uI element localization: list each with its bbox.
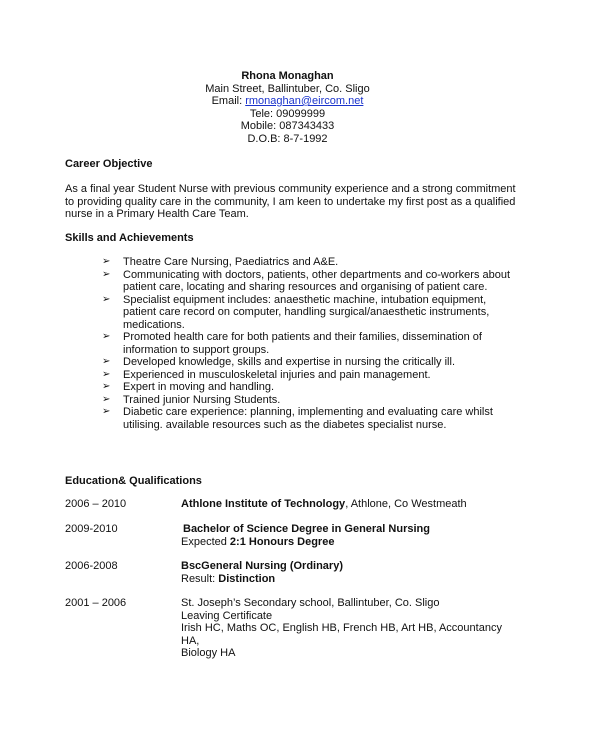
arrow-bullet-icon: ➢: [102, 393, 111, 405]
arrow-bullet-icon: ➢: [102, 331, 111, 342]
skill-line: Expert in moving and handling.: [123, 381, 275, 393]
skill-line: Experienced in musculoskeletal injuries and pain management.: [123, 368, 431, 381]
skill-item: [102, 331, 522, 356]
skills-list: [102, 256, 522, 431]
skills-heading: Skills and Achievements: [65, 232, 194, 244]
arrow-bullet-icon: ➢: [102, 268, 111, 280]
education-line: HA,: [181, 634, 200, 647]
contact-header: [0, 70, 575, 145]
arrow-bullet-icon: ➢: [102, 293, 111, 305]
applicant-name: Rhona Monaghan: [241, 70, 334, 82]
tele-line: Tele: 09099999: [249, 107, 326, 120]
result-label: Result:: [181, 572, 219, 585]
education-detail: [181, 560, 541, 585]
education-detail: [183, 523, 543, 536]
skill-line: Trained junior Nursing Students.: [123, 393, 281, 406]
education-line: St. Joseph’s Secondary school, Ballintuber, Co. Sligo: [181, 597, 440, 609]
career-line: nurse in a Primary Health Care Team.: [65, 208, 249, 220]
institution-name: Athlone Institute of Technology: [181, 498, 346, 510]
skill-line: patient care record on computer, handling surgical/anaesthetic instruments,: [123, 306, 490, 318]
address-line: Main Street, Ballintuber, Co. Sligo: [205, 82, 370, 95]
education-years: 2006 – 2010: [65, 498, 127, 510]
skill-item: [102, 256, 522, 269]
degree-title: Bachelor of Science Degree in General Nursing: [183, 523, 430, 535]
skill-line: Developed knowledge, skills and expertise in nursing the critically ill.: [123, 356, 455, 368]
education-detail: [181, 498, 541, 511]
education-years: 2006-2008: [65, 560, 118, 572]
result-value: 2:1 Honours Degree: [229, 535, 335, 548]
education-heading: Education& Qualifications: [65, 475, 202, 487]
email-link[interactable]: rmonaghan@eircom.net: [245, 95, 364, 107]
skill-line: Promoted health care for both patients and their families, dissemination of: [123, 331, 482, 343]
degree-title: BscGeneral Nursing (Ordinary): [181, 560, 343, 572]
career-objective-text: [65, 183, 535, 221]
skill-item: [102, 356, 522, 369]
arrow-bullet-icon: ➢: [102, 406, 111, 417]
skill-line: Theatre Care Nursing, Paediatrics and A&E.: [123, 256, 339, 268]
dob-line: D.O.B: 8-7-1992: [247, 132, 328, 145]
arrow-bullet-icon: ➢: [102, 368, 111, 380]
skill-item: [102, 394, 522, 407]
email-label: Email:: [211, 95, 246, 107]
skill-line: information to support groups.: [123, 343, 270, 356]
skill-line: Communicating with doctors, patients, other departments and co-workers about: [123, 268, 511, 281]
career-objective-heading: Career Objective: [65, 158, 153, 170]
result-value: Distinction: [218, 572, 276, 585]
education-detail: [181, 597, 541, 660]
arrow-bullet-icon: ➢: [102, 356, 111, 367]
skill-item: [102, 381, 522, 394]
skill-line: Diabetic care experience: planning, implementing and evaluating care whilst: [123, 406, 493, 418]
education-line: Biology HA: [181, 647, 236, 659]
skill-item: [102, 294, 522, 332]
arrow-bullet-icon: ➢: [102, 256, 111, 267]
email-line: [0, 95, 575, 108]
career-line: As a final year Student Nurse with previous community experience and a strong commitment: [65, 183, 516, 195]
mobile-line: Mobile: 087343433: [240, 120, 335, 132]
result-label: Expected: [181, 535, 230, 548]
skill-item: [102, 369, 522, 382]
education-years: 2001 – 2006: [65, 597, 127, 609]
education-result: [181, 536, 541, 549]
education-line: Irish HC, Maths OC, English HB, French HB, Art HB, Accountancy: [181, 622, 502, 634]
arrow-bullet-icon: ➢: [102, 381, 111, 392]
education-years: 2009-2010: [65, 523, 118, 535]
career-line: to providing quality care in the community, I am keen to undertake my first post as a qualified: [65, 195, 516, 208]
skill-line: Specialist equipment includes: anaesthetic machine, intubation equipment,: [123, 293, 487, 306]
skill-line: patient care, locating and sharing resources and organising of patient care.: [123, 281, 488, 293]
education-line: Leaving Certificate: [181, 609, 273, 622]
institution-location: , Athlone, Co Westmeath: [345, 498, 467, 510]
skill-item: [102, 269, 522, 294]
education-result: [181, 573, 541, 586]
skill-line: medications.: [123, 318, 185, 331]
skill-line: utilising. available resources such as the diabetes specialist nurse.: [123, 418, 447, 431]
skill-item: [102, 406, 522, 431]
